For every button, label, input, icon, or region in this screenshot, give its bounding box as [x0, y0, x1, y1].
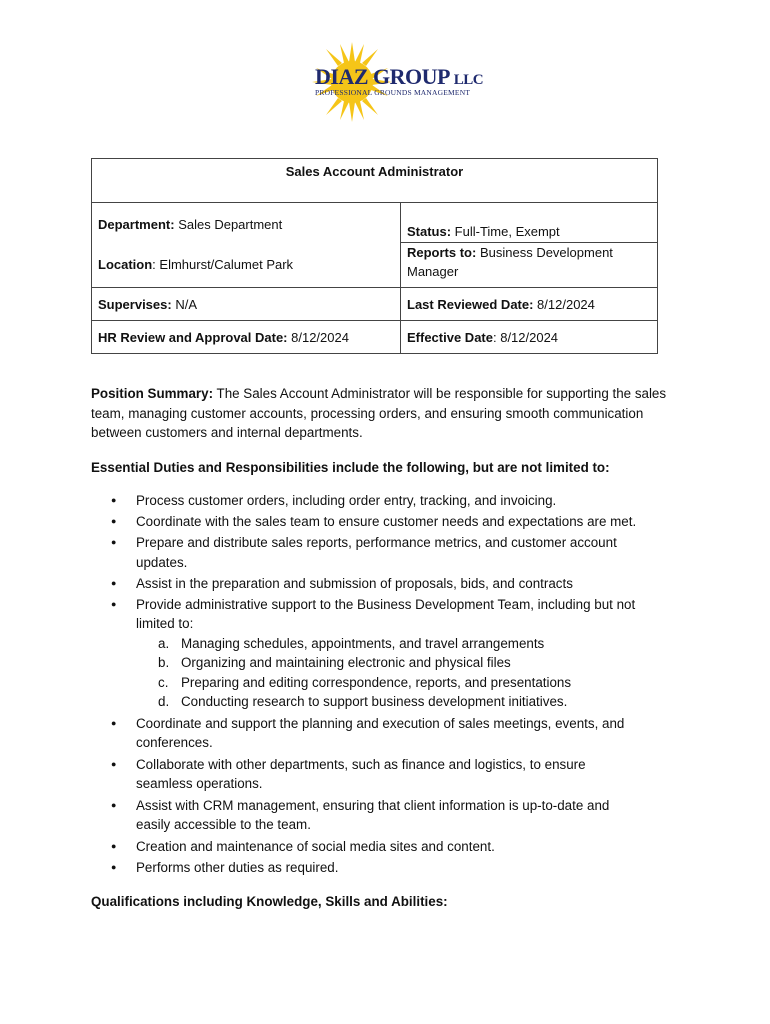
sub-duty-text: Preparing and editing correspondence, reports, and presentations: [181, 674, 572, 690]
duty-item: ● Coordinate with the sales team to ensure customer needs and expectations are met.: [91, 512, 681, 532]
duty-text: Provide administrative support to the Business Development Team, including but not limited to:: [136, 596, 636, 631]
hr-review-cell: [92, 321, 401, 354]
status-label: Status:: [407, 223, 452, 239]
effective-date-value: : 8/12/2024: [492, 329, 559, 345]
location-label: Location: [98, 257, 153, 272]
job-title: Sales Account Administrator: [285, 164, 464, 179]
duty-text: Coordinate and support the planning and execution of sales meetings, events, and conferences.: [136, 715, 625, 750]
supervises-cell: [92, 288, 401, 321]
duties-heading: Essential Duties and Responsibilities include the following, but are not limited to:: [91, 459, 610, 475]
duty-text: Assist with CRM management, ensuring that client information is up-to-date and easily accessible to the team.: [136, 797, 610, 832]
supervises-label: Supervises:: [98, 296, 172, 312]
sub-duty-marker: c.: [158, 674, 169, 690]
location-value: : Elmhurst/Calumet Park: [152, 257, 294, 272]
qualifications-heading: Qualifications including Knowledge, Skills and Abilities:: [91, 893, 448, 909]
sub-duty-marker: a.: [158, 635, 170, 651]
duties-list: [91, 491, 681, 878]
company-logo: [300, 42, 484, 122]
supervises-value: N/A: [171, 296, 197, 312]
last-reviewed-cell: [401, 288, 658, 321]
department-location-cell: [92, 203, 401, 288]
duty-text: Prepare and distribute sales reports, performance metrics, and customer account updates.: [136, 535, 617, 570]
reports-to-value: Business Development Manager: [407, 244, 613, 279]
sub-duty-text: Conducting research to support business development initiatives.: [181, 694, 568, 709]
duty-item: [91, 595, 681, 712]
duty-text: Collaborate with other departments, such as finance and logistics, to ensure seamless operations.: [136, 756, 586, 791]
department-value: Sales Department: [174, 217, 283, 232]
duty-item: ● Performs other duties as required.: [91, 858, 681, 878]
department-label: Department:: [98, 217, 175, 232]
sub-duty-item: [136, 673, 641, 693]
sub-duty-marker: d.: [158, 694, 170, 709]
position-summary: [91, 384, 681, 443]
duty-item: [91, 755, 681, 794]
sub-duty-marker: b.: [158, 655, 170, 670]
sub-duty-text: Organizing and maintaining electronic and physical files: [181, 655, 511, 670]
duty-item: [91, 796, 681, 835]
document-body: [91, 384, 681, 911]
duty-item: ● Process customer orders, including order entry, tracking, and invoicing.: [91, 491, 681, 511]
duty-item: [91, 714, 681, 753]
hr-review-label: HR Review and Approval Date:: [98, 329, 288, 345]
hr-review-value: 8/12/2024: [287, 329, 349, 345]
effective-date-cell: [401, 321, 658, 354]
duty-item: ● Assist in the preparation and submission of proposals, bids, and contracts: [91, 574, 681, 594]
logo-suffix: LLC: [453, 72, 484, 88]
sub-duty-item: [136, 692, 641, 712]
status-value: Full-Time, Exempt: [451, 223, 560, 239]
sub-duties-list: [136, 634, 641, 712]
status-cell: [401, 203, 658, 243]
last-reviewed-value: 8/12/2024: [533, 296, 595, 312]
duty-item: [91, 533, 681, 572]
job-title-cell: [92, 159, 658, 203]
logo-name: DIAZ GROUP: [315, 64, 449, 89]
sub-duty-text: Managing schedules, appointments, and travel arrangements: [181, 635, 545, 651]
reports-to-label: Reports to:: [407, 244, 477, 260]
sub-duty-item: [136, 634, 641, 654]
job-info-table: [91, 158, 658, 354]
logo-tagline: PROFESSIONAL GROUNDS MANAGEMENT: [315, 88, 471, 97]
last-reviewed-label: Last Reviewed Date:: [407, 296, 534, 312]
sub-duty-item: [136, 653, 641, 673]
summary-text: The Sales Account Administrator will be responsible for supporting the sales team, managing customer accounts, processing orders, and ensuring smooth communication between customers and internal departments.: [91, 386, 667, 440]
summary-label: Position Summary:: [91, 386, 214, 401]
effective-date-label: Effective Date: [407, 329, 493, 345]
reports-to-cell: [401, 242, 658, 287]
duty-item: ● Creation and maintenance of social media sites and content.: [91, 837, 681, 857]
